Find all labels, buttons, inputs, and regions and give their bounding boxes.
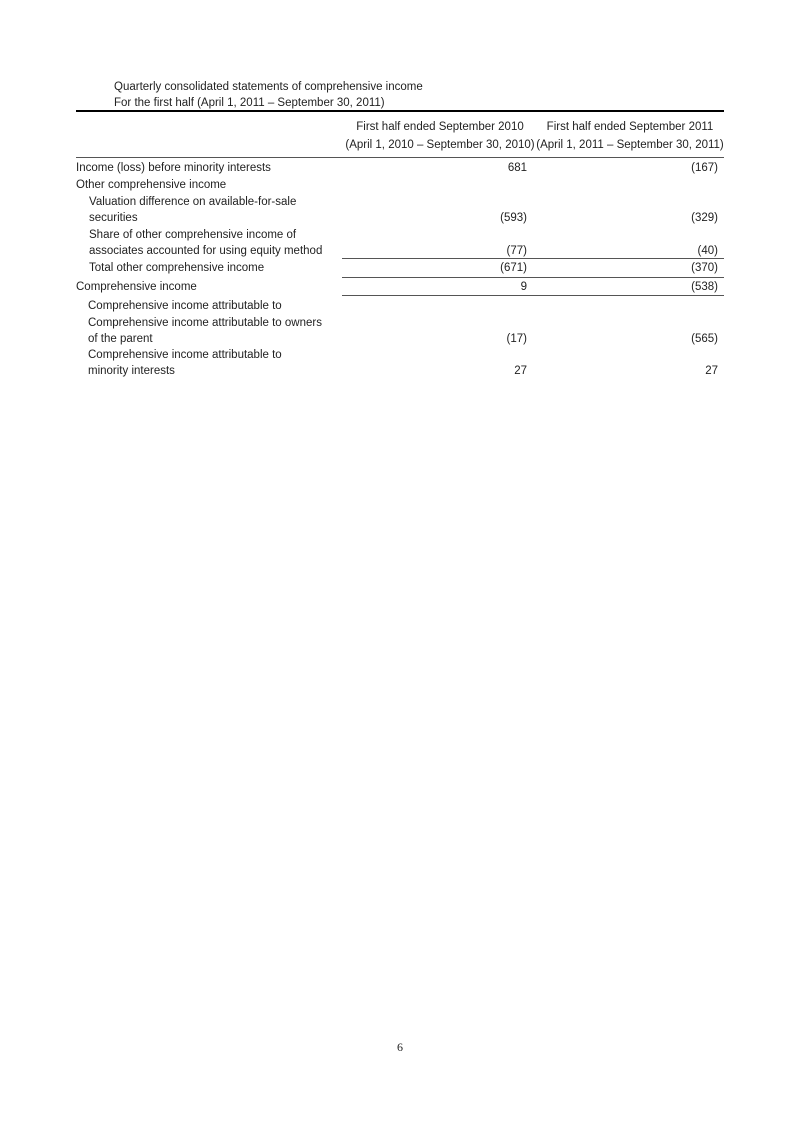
value-2010: (17) bbox=[506, 333, 527, 345]
table-row bbox=[76, 347, 724, 363]
table-row bbox=[76, 298, 724, 314]
value-2011: (40) bbox=[697, 245, 718, 257]
table-row bbox=[76, 315, 724, 331]
table-row bbox=[76, 160, 724, 176]
row-label: Other comprehensive income bbox=[76, 179, 227, 191]
column-header-2011-title: First half ended September 2011 bbox=[546, 121, 714, 133]
subtotal-rule bbox=[342, 258, 724, 259]
value-2011: (329) bbox=[691, 212, 718, 224]
table-row bbox=[76, 363, 724, 379]
row-label: minority interests bbox=[88, 365, 175, 377]
value-2011: (167) bbox=[691, 162, 718, 174]
row-label: Comprehensive income attributable to bbox=[88, 349, 282, 361]
table-row bbox=[76, 177, 724, 193]
total-underline bbox=[342, 295, 724, 296]
value-2011: (565) bbox=[691, 333, 718, 345]
row-label: Comprehensive income attributable to bbox=[88, 300, 282, 312]
row-label: of the parent bbox=[88, 333, 153, 345]
table-row bbox=[76, 331, 724, 347]
total-rule bbox=[342, 277, 724, 278]
value-2011: 27 bbox=[705, 365, 718, 377]
header-rule bbox=[76, 110, 724, 112]
row-label: associates accounted for using equity method bbox=[89, 245, 323, 257]
row-label: Comprehensive income attributable to owners bbox=[88, 317, 322, 329]
value-2010: 27 bbox=[514, 365, 527, 377]
value-2010: (671) bbox=[500, 262, 527, 274]
value-2010: 9 bbox=[520, 281, 527, 293]
table-row bbox=[76, 210, 724, 226]
row-label: Share of other comprehensive income of bbox=[89, 229, 297, 241]
column-header-2010-period: (April 1, 2010 – September 30, 2010) bbox=[345, 139, 535, 151]
column-header-2010 bbox=[342, 118, 538, 154]
row-label: Comprehensive income bbox=[76, 281, 197, 293]
table-row bbox=[76, 194, 724, 210]
table-row bbox=[76, 260, 724, 276]
statement-title: Quarterly consolidated statements of comprehensive income bbox=[114, 81, 423, 93]
page-number: 6 bbox=[397, 1040, 403, 1054]
value-2011: (538) bbox=[691, 281, 718, 293]
table-row bbox=[76, 279, 724, 295]
column-header-divider bbox=[76, 157, 724, 158]
row-label: securities bbox=[89, 212, 138, 224]
column-header-2011 bbox=[532, 118, 728, 154]
value-2011: (370) bbox=[691, 262, 718, 274]
row-label: Total other comprehensive income bbox=[89, 262, 265, 274]
statement-period: For the first half (April 1, 2011 – September 30, 2011) bbox=[114, 97, 385, 109]
table-row bbox=[76, 227, 724, 243]
value-2010: (593) bbox=[500, 212, 527, 224]
column-header-2011-period: (April 1, 2011 – September 30, 2011) bbox=[536, 139, 724, 151]
value-2010: (77) bbox=[506, 245, 527, 257]
row-label: Income (loss) before minority interests bbox=[76, 162, 271, 174]
row-label: Valuation difference on available-for-sale bbox=[89, 196, 297, 208]
value-2010: 681 bbox=[507, 162, 527, 174]
table-row bbox=[76, 243, 724, 259]
column-header-2010-title: First half ended September 2010 bbox=[356, 121, 524, 133]
